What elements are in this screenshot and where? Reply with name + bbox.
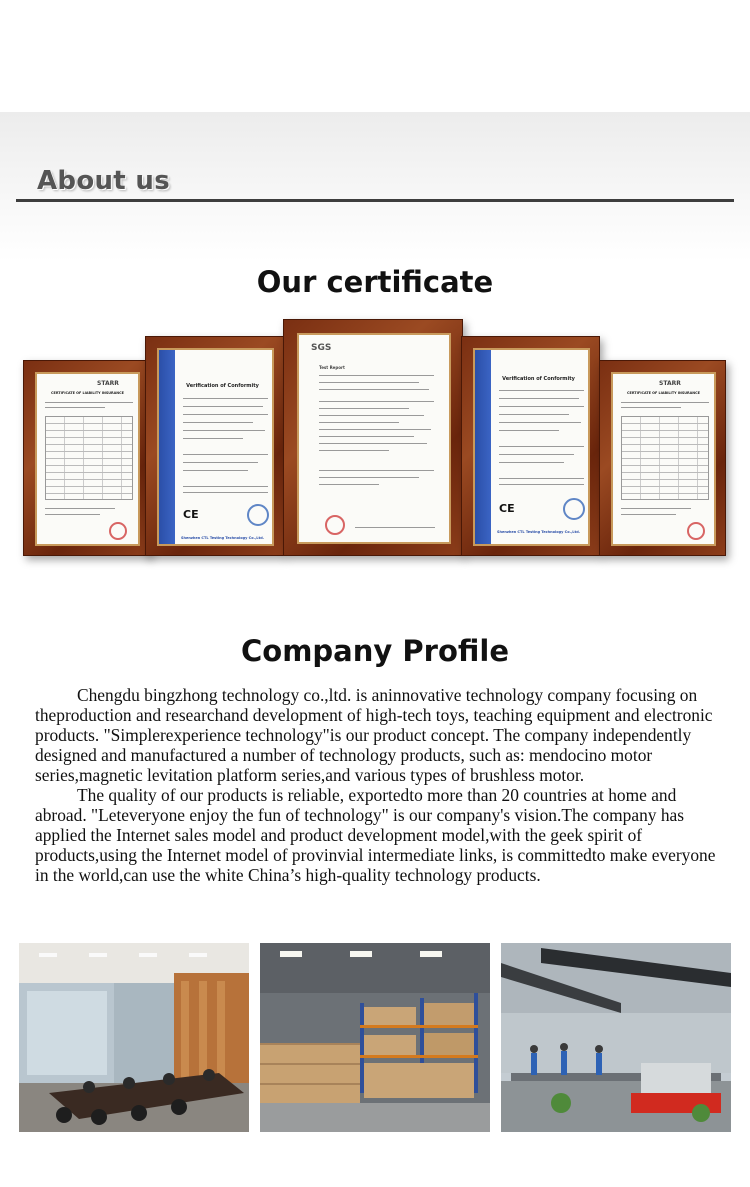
certificate-issuer: Shenzhen CTL Testing Technology Co.,Ltd.: [496, 530, 581, 534]
certificate-title: CERTIFICATE OF LIABILITY INSURANCE: [51, 391, 124, 395]
ce-mark-icon: CE: [499, 502, 515, 515]
warehouse-photo: [260, 943, 490, 1132]
factory-assembly-line-photo: [501, 943, 731, 1132]
certificate-heading: Our certificate: [256, 265, 494, 299]
company-profile-text: [35, 685, 720, 885]
certificate-title: Test Report: [319, 365, 345, 370]
company-profile-heading: Company Profile: [241, 634, 509, 668]
certificate-brand: STARR: [659, 380, 681, 387]
certificate-brand: STARR: [97, 380, 119, 387]
about-us-title: About us: [37, 166, 170, 196]
profile-paragraph-1: Chengdu bingzhong technology co.,ltd. is aninnovative technology company focusing on theproduction and researchand development of high-tech toys, teaching equipment and electronic products. "Simplerexperience technology"is our product concept. The company independently designed and manufactured a number of technology products, such as: mendocino motor series,magnetic levitation platform series,and various types of brushless motor.: [35, 685, 713, 785]
certificate-issuer: Shenzhen CTL Testing Technology Co.,Ltd.: [180, 536, 265, 540]
certificate-title: CERTIFICATE OF LIABILITY INSURANCE: [627, 391, 700, 395]
profile-paragraph-2: The quality of our products is reliable, exportedto more than 20 countries at home and abroad. "Leteveryone enjoy the fun of technology" is our company's vision.The company has applied the Internet sales model and product development model,with the geek spirit of products,using the Internet model of provinvial intermediate links, is committedto make everyone in the world,can use the white China’s high-quality technology products.: [35, 785, 716, 885]
sgs-logo: SGS: [311, 343, 332, 353]
certificate-frame-4: [461, 336, 600, 556]
about-divider: [16, 199, 734, 202]
certificate-frame-5: [599, 360, 726, 556]
certificate-frame-1: [23, 360, 150, 556]
certificate-title: Verification of Conformity: [186, 383, 259, 389]
certificate-frame-2: [145, 336, 284, 556]
certificate-title: Verification of Conformity: [502, 376, 575, 382]
meeting-room-photo: [19, 943, 249, 1132]
ce-mark-icon: CE: [183, 508, 199, 521]
certificate-frame-3: [283, 319, 463, 556]
